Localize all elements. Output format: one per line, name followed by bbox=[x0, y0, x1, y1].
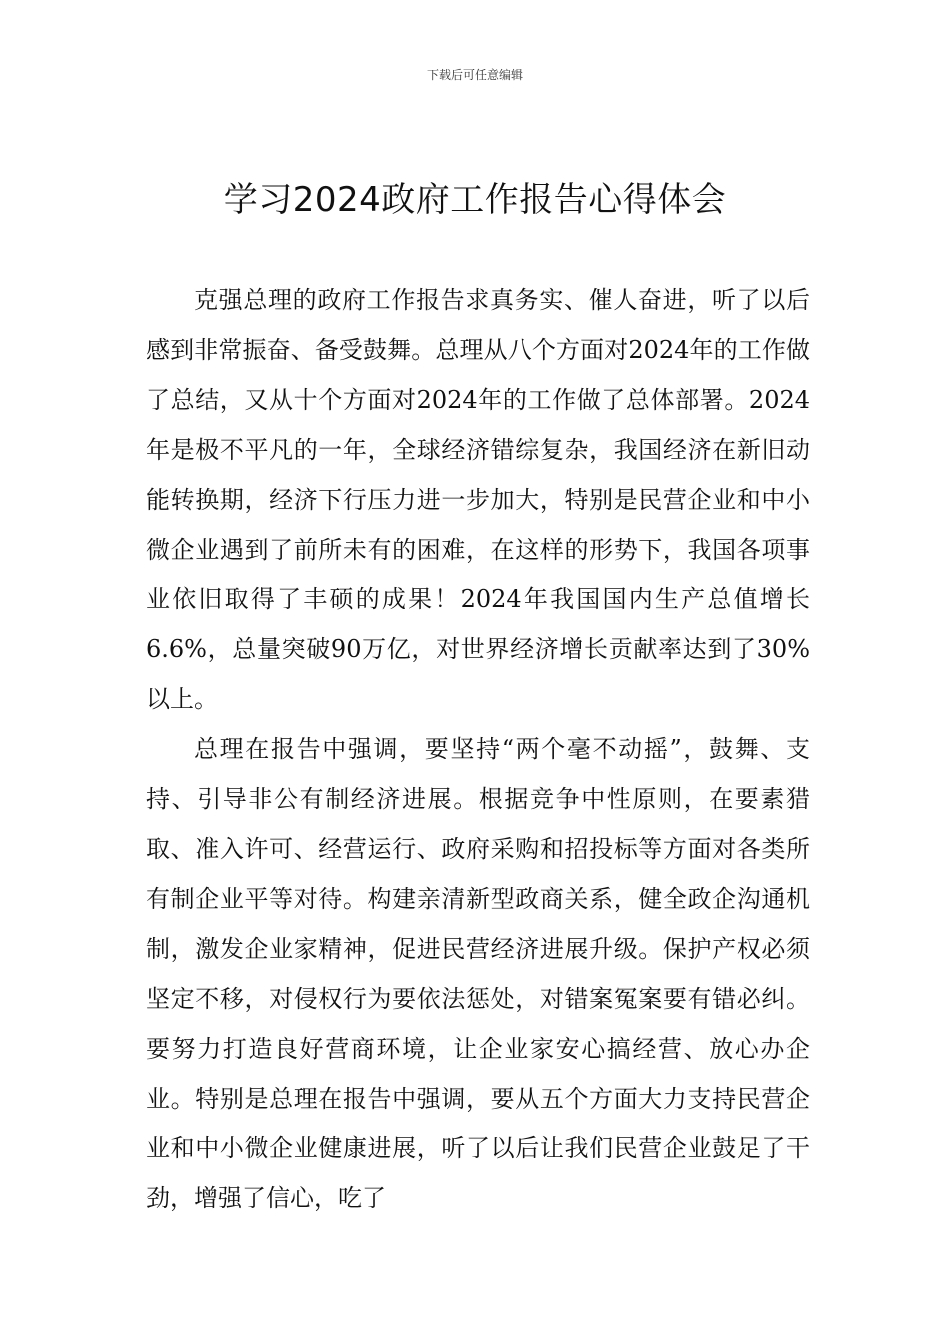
document-title: 学习2024政府工作报告心得体会 bbox=[223, 180, 727, 220]
paragraph-1: 克强总理的政府工作报告求真务实、催人奋进，听了以后感到非常振奋、备受鼓舞。总理从八个方面对2024年的工作做了总结，又从十个方面对2024年的工作做了总体部署。2024年是极不平凡的一年，全球经济错综复杂，我国经济在新旧动能转换期，经济下行压力进一步加大，特别是民营企业和中小微企业遇到了前所未有的困难，在这样的形势下，我国各项事业依旧取得了丰硕的成果！2024年我国国内生产总值增长6.6%，总量突破90万亿，对世界经济增长贡献率达到了30%以上。 bbox=[146, 286, 810, 714]
document-body bbox=[146, 276, 810, 1224]
header-note: 下载后可任意编辑 bbox=[426, 68, 523, 82]
paragraph-2: 总理在报告中强调，要坚持“两个毫不动摇”，鼓舞、支持、引导非公有制经济进展。根据竞争中性原则，在要素猎取、准入许可、经营运行、政府采购和招投标等方面对各类所有制企业平等对待。构建亲清新型政商关系，健全政企沟通机制，激发企业家精神，促进民营经济进展升级。保护产权必须坚定不移，对侵权行为要依法惩处，对错案冤案要有错必纠。要努力打造良好营商环境，让企业家安心搞经营、放心办企业。特别是总理在报告中强调，要从五个方面大力支持民营企业和中小微企业健康进展，听了以后让我们民营企业鼓足了干劲，增强了信心，吃了 bbox=[146, 735, 810, 1213]
